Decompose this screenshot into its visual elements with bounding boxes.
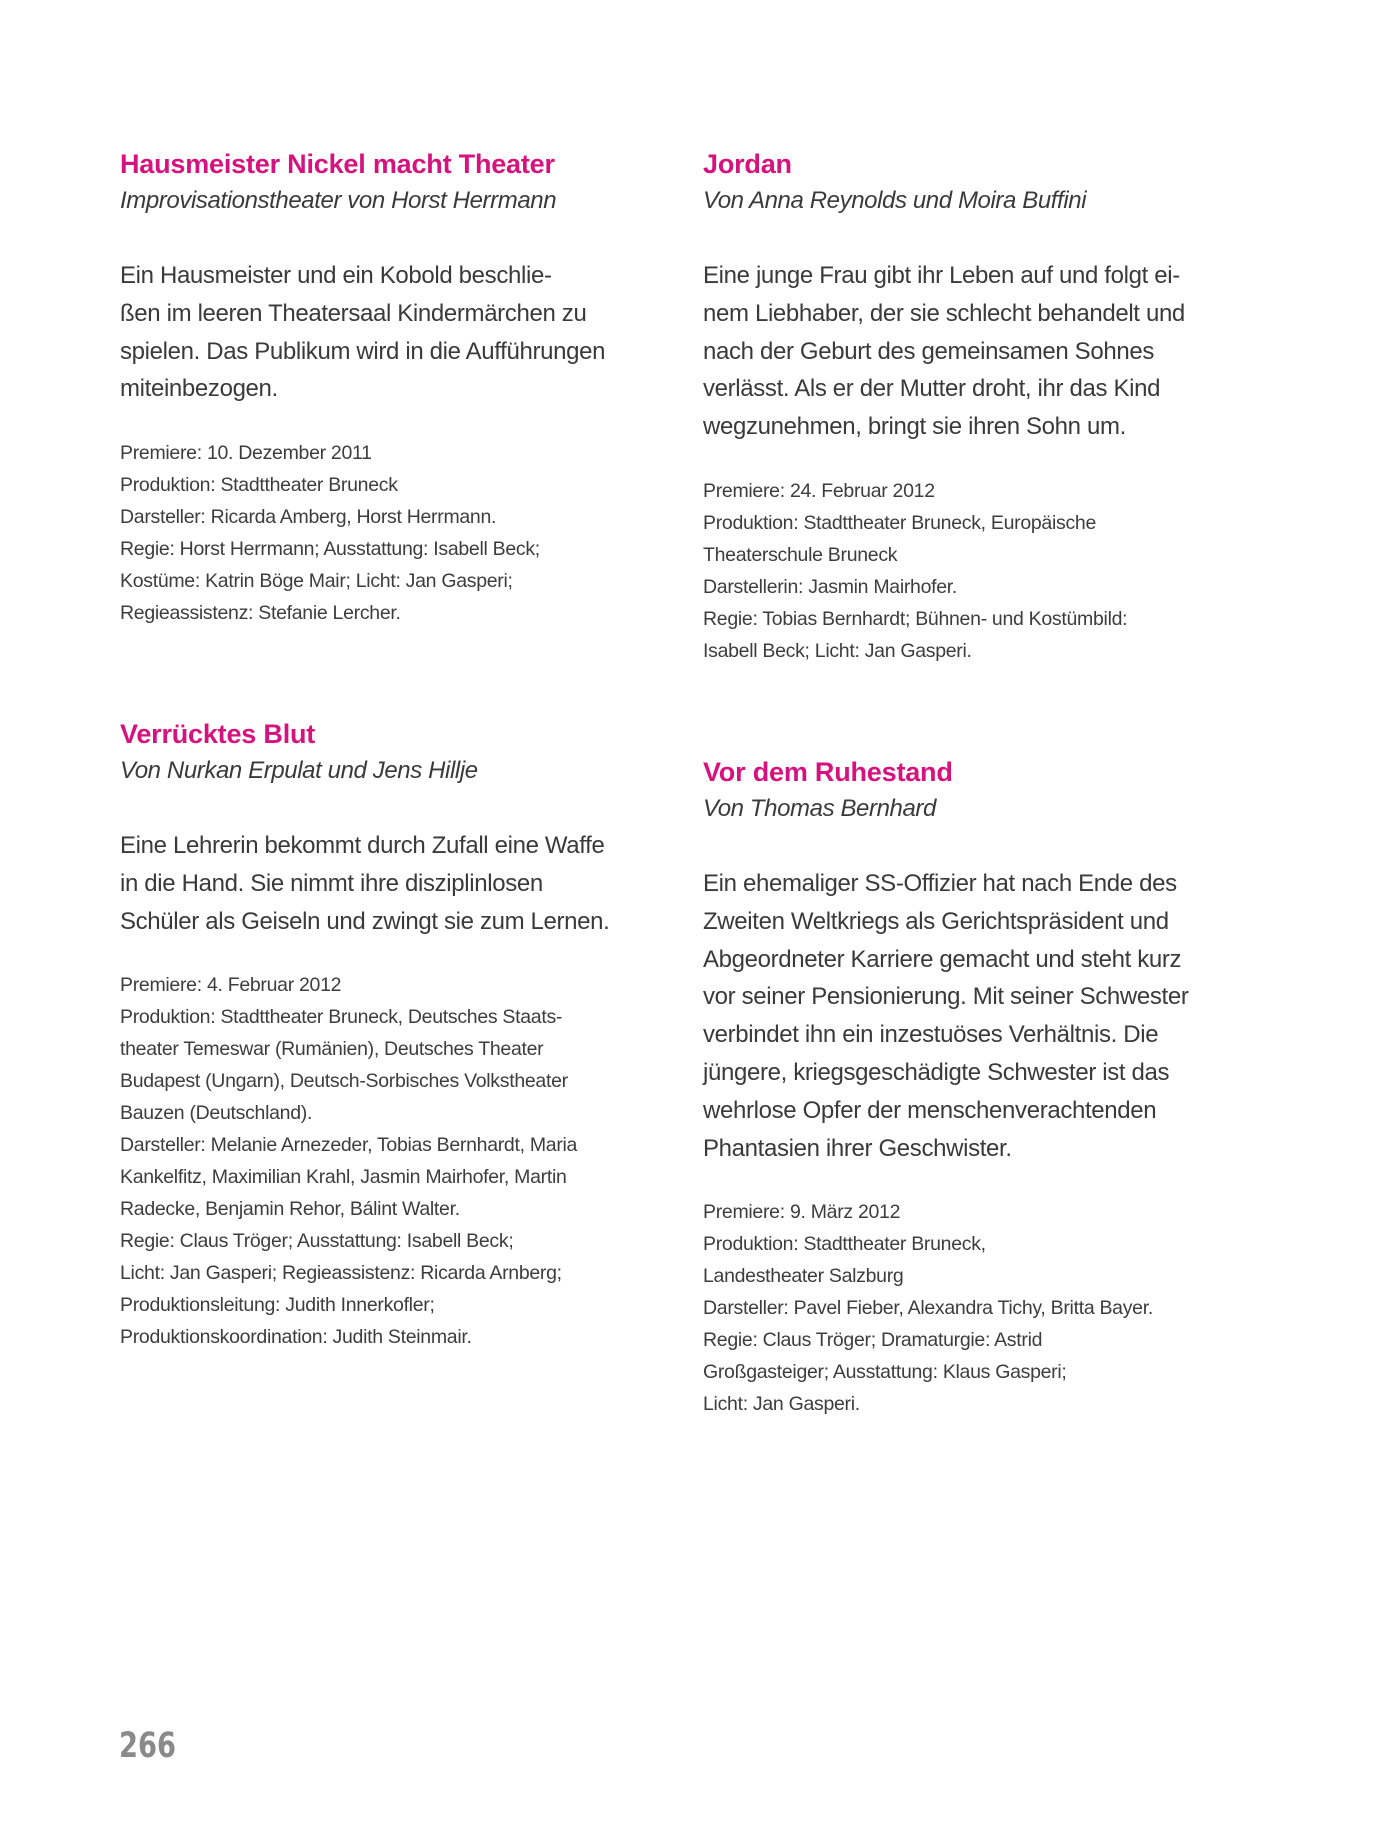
credit-line: Produktionsleitung: Judith Innerkofler; [120,1294,435,1317]
entry-title: Verrücktes Blut [120,719,316,749]
entry-subtitle: Von Anna Reynolds und Moira Buffini [703,187,1087,214]
entry-title: Hausmeister Nickel macht Theater [120,149,555,179]
credit-line: Licht: Jan Gasperi. [703,1393,860,1416]
credit-line: Produktionskoordination: Judith Steinmair. [120,1326,472,1349]
description-line: wehrlose Opfer der menschenverachtenden [703,1096,1157,1124]
credit-line: Licht: Jan Gasperi; Regieassistenz: Ricarda Arnberg; [120,1262,562,1285]
description-line: wegzunehmen, bringt sie ihren Sohn um. [703,413,1126,441]
entry-title: Vor dem Ruhestand [703,757,953,787]
credit-line: Isabell Beck; Licht: Jan Gasperi. [703,639,972,662]
credit-line: Bauzen (Deutschland). [120,1102,313,1125]
description-line: Abgeordneter Karriere gemacht und steht kurz [703,945,1182,973]
credit-line: Regie: Horst Herrmann; Ausstattung: Isabell Beck; [120,538,540,561]
credit-line: Regie: Claus Tröger; Ausstattung: Isabell Beck; [120,1230,514,1253]
description-line: Schüler als Geiseln und zwingt sie zum Lernen. [120,907,610,935]
description-line: nach der Geburt des gemeinsamen Sohnes [703,337,1154,365]
credit-line: Premiere: 9. März 2012 [703,1201,901,1224]
description-line: Phantasien ihrer Geschwister. [703,1134,1012,1162]
entry-credits [120,969,680,1353]
description-line: Eine Lehrerin bekommt durch Zufall eine Waffe [120,832,605,859]
credit-line: theater Temeswar (Rumänien), Deutsches Theater [120,1038,544,1061]
description-line: verbindet ihn ein inzestuöses Verhältnis. Die [703,1021,1159,1049]
entry-description [120,827,680,940]
description-line: vor seiner Pensionierung. Mit seiner Schwester [703,983,1189,1011]
description-line: Ein ehemaliger SS-Offizier hat nach Ende des [703,870,1177,897]
page-number: 266 [119,1726,176,1766]
description-line: jüngere, kriegsgeschädigte Schwester ist das [703,1058,1170,1086]
credit-line: Regieassistenz: Stefanie Lercher. [120,602,401,625]
credit-line: Premiere: 4. Februar 2012 [120,974,342,997]
description-line: ßen im leeren Theatersaal Kindermärchen zu [120,299,587,327]
entry-hausmeister-nickel [120,146,680,629]
credit-line: Produktion: Stadttheater Bruneck, [703,1233,986,1256]
description-line: nem Liebhaber, der sie schlecht behandelt und [703,299,1185,327]
entry-credits [703,475,1283,667]
credit-line: Radecke, Benjamin Rehor, Bálint Walter. [120,1198,460,1221]
entry-description [120,257,680,408]
credit-line: Premiere: 10. Dezember 2011 [120,442,372,465]
credit-line: Großgasteiger; Ausstattung: Klaus Gasperi; [703,1361,1067,1384]
credit-line: Regie: Claus Tröger; Dramaturgie: Astrid [703,1329,1043,1352]
description-line: Ein Hausmeister und ein Kobold beschlie- [120,262,552,289]
credit-line: Produktion: Stadttheater Bruneck, Europäische [703,511,1096,534]
entry-description [703,257,1283,446]
description-line: spielen. Das Publikum wird in die Aufführungen [120,337,606,365]
entry-subtitle: Von Thomas Bernhard [703,795,936,822]
description-line: Zweiten Weltkriegs als Gerichtspräsident und [703,907,1169,935]
entry-subtitle: Improvisationstheater von Horst Herrmann [120,187,557,214]
credit-line: Darsteller: Ricarda Amberg, Horst Herrmann. [120,506,497,529]
entry-credits [120,437,680,629]
credit-line: Darsteller: Pavel Fieber, Alexandra Tichy, Britta Bayer. [703,1297,1153,1320]
entry-verruecktes-blut [120,716,680,1353]
credit-line: Kostüme: Katrin Böge Mair; Licht: Jan Gasperi; [120,570,513,593]
description-line: miteinbezogen. [120,375,278,403]
description-line: verlässt. Als er der Mutter droht, ihr das Kind [703,375,1161,403]
credit-line: Darsteller: Melanie Arnezeder, Tobias Bernhardt, Maria [120,1134,578,1157]
credit-line: Budapest (Ungarn), Deutsch-Sorbisches Volkstheater [120,1070,568,1093]
credit-line: Darstellerin: Jasmin Mairhofer. [703,575,958,598]
credit-line: Landestheater Salzburg [703,1265,904,1288]
entry-vor-dem-ruhestand [703,754,1283,1420]
entry-credits [703,1196,1283,1420]
credit-line: Produktion: Stadttheater Bruneck, Deutsches Staats- [120,1006,563,1029]
credit-line: Theaterschule Bruneck [703,543,898,566]
credit-line: Premiere: 24. Februar 2012 [703,479,935,502]
description-line: Eine junge Frau gibt ihr Leben auf und folgt ei- [703,262,1180,289]
description-line: in die Hand. Sie nimmt ihre disziplinlosen [120,869,543,897]
credit-line: Produktion: Stadttheater Bruneck [120,474,398,497]
entry-jordan [703,146,1283,667]
credit-line: Kankelfitz, Maximilian Krahl, Jasmin Mairhofer, Martin [120,1166,567,1189]
credit-line: Regie: Tobias Bernhardt; Bühnen- und Kostümbild: [703,607,1128,630]
entry-description [703,865,1283,1167]
entry-title: Jordan [703,149,792,179]
entry-subtitle: Von Nurkan Erpulat und Jens Hillje [120,757,478,784]
